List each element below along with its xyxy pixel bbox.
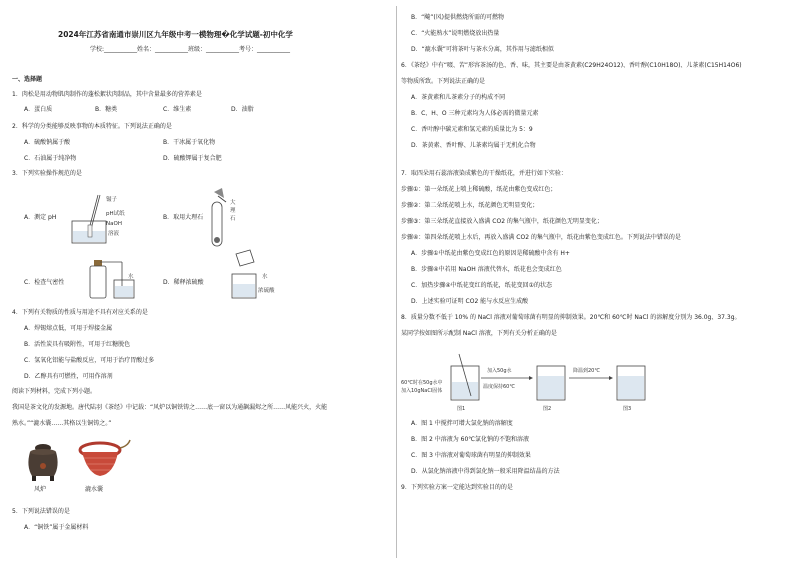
label-tweezers: 镊子 <box>106 197 118 203</box>
reading-text-1: 我国是茶文化的发源地。唐代陆羽《茶经》中记载：“风炉以铜铁铸之……底一窗以为通飙漏烬之所……风能兴火，火能 <box>12 404 328 411</box>
q7-step-4: 步骤④：第四朵纸花喷上水后，再放入盛满 CO2 的集气瓶中，纸花由紫色变成红色。下列说法中错误的是 <box>401 234 681 241</box>
wind-stove-image <box>22 438 64 482</box>
q3-option-a: A．测定 pH <box>24 214 57 221</box>
q8-option-b: B．图 2 中溶液为 60℃氯化钠的不饱和溶液 <box>411 436 530 443</box>
arrow-1-label-b: 温度保持60℃ <box>483 384 515 390</box>
q8-option-c: C．图 3 中溶液对葡萄球菌有明显的抑制效果 <box>411 452 531 459</box>
section-heading: 一、选择题 <box>12 76 43 83</box>
q7-step-3: 步骤③：第三朵纸花直接放入盛满 CO2 的集气瓶中，纸花颜色无明显变化； <box>401 218 603 225</box>
q1-option-a: A．蛋白质 <box>24 106 53 113</box>
fig-2-caption: 图2 <box>543 406 552 412</box>
q8-option-d: D．从氯化钠溶液中得到氯化钠一般采用降温结晶的方法 <box>411 468 560 475</box>
label-ph-paper: pH试纸 <box>106 211 125 217</box>
q5-stem: 5．下列说法错误的是 <box>12 508 70 515</box>
q1-option-d: D．油脂 <box>231 106 254 113</box>
marble-illustration <box>200 186 260 250</box>
q6-stem-1: 6．《茶经》中有“啜、苦”形容茶汤的色、香、味，其主要是由茶黄素(C29H24O12)、香叶醇(C10H18O)、儿茶素(C15H14O6) <box>401 62 742 69</box>
q2-option-c: C．石油属于纯净物 <box>24 155 77 162</box>
q6-option-d: D．茶黄素、香叶醇、儿茶素均属于无机化合物 <box>411 142 536 149</box>
label-water-d: 水 <box>262 274 268 280</box>
q4-stem: 4．下列有关物质的性质与用途不具有对应关系的是 <box>12 309 148 316</box>
q1-option-b: B．糖类 <box>95 106 118 113</box>
q7-step-2: 步骤②：第二朵纸花喷上水，纸花颜色无明显变化； <box>401 202 539 209</box>
q3-option-c: C．检查气密性 <box>24 279 65 286</box>
q7-option-b: B．步骤④中若用 NaOH 溶液代替水，纸花也会变成红色 <box>411 266 562 273</box>
q7-option-d: D．上述实验可证明 CO2 能与水反应生成酸 <box>411 298 529 305</box>
arrow-1-label-a: 加入50g水 <box>487 368 512 374</box>
ph-test-illustration <box>62 193 142 247</box>
q2-option-a: A．硫酸钠属于酸 <box>24 139 71 146</box>
q6-stem-2: 等物质所致。下列说法正确的是 <box>401 78 486 85</box>
q4-option-d: D．乙醇具有可燃性，可用作溶剂 <box>24 373 113 380</box>
q7-stem: 7．取四朵用石蕊溶液染成紫色的干燥纸花，并进行如下实验： <box>401 170 567 177</box>
label-li: 理 <box>230 208 236 214</box>
airtightness-illustration <box>78 254 148 302</box>
dilute-acid-illustration <box>226 248 286 302</box>
filter-bag-image <box>70 436 132 478</box>
q7-option-c: C．加热步骤④中纸花变红的纸花，纸花变回①的状态 <box>411 282 552 289</box>
q5-option-c: C．“火能熟水”说明燃烧放出热量 <box>411 30 500 37</box>
q2-option-d: D．硫酸钾属于复合肥 <box>163 155 222 162</box>
reading-intro: 阅读下列材料，完成下列小题。 <box>12 388 97 395</box>
q6-option-c: C．香叶醇中碳元素和氢元素的质量比为 5：9 <box>411 126 533 133</box>
q8-stem-1: 8．质量分数不低于 10% 的 NaCl 溶液对葡萄球菌有明显的抑制效果。20℃和 60℃时 NaCl 的溶解度分别为 36.0g、37.3g。 <box>401 314 741 321</box>
column-divider <box>396 6 397 558</box>
label-conc-acid: 浓硫酸 <box>258 288 275 294</box>
q5-option-d: D．“漉水囊”可将茶叶与茶水分离，其作用与滤纸相似 <box>411 46 554 53</box>
q8-option-a: A．图 1 中搅拌可增大氯化钠的溶解度 <box>411 420 513 427</box>
q2-stem: 2．科学的分类能够反映事物的本质特征。下列说法正确的是 <box>12 123 172 130</box>
q6-option-a: A．茶黄素和儿茶素分子的构成不同 <box>411 94 506 101</box>
q1-option-c: C．维生素 <box>163 106 192 113</box>
q9-stem: 9．下列实验方案一定能达到实验目的的是 <box>401 484 513 491</box>
filter-bag-caption: 漉水囊 <box>85 486 104 493</box>
fig1-label-a: 60℃时在50g水中 <box>401 380 443 386</box>
student-info-line: 学校:___________姓名：___________班级：___________考号：___________ <box>90 46 291 53</box>
q7-step-1: 步骤①：第一朵纸花上喷上稀硫酸，纸花由紫色变成红色； <box>401 186 557 193</box>
q4-option-a: A．焊锡熔点低，可用于焊接金属 <box>24 325 113 332</box>
page-title: 2024年江苏省南通市崇川区九年级中考一模物理�化学试题-初中化学 <box>58 30 293 39</box>
fig-3-caption: 图3 <box>623 406 632 412</box>
label-water-c: 水 <box>128 274 134 280</box>
reading-text-2: 熟水。”“漉水囊……其格以生铜铸之。” <box>12 420 112 427</box>
label-da: 大 <box>230 200 236 206</box>
q7-option-a: A．步骤①中纸花由紫色变成红色的原因是稀硫酸中含有 H+ <box>411 250 570 257</box>
wind-stove-caption: 风炉 <box>34 486 47 493</box>
label-shi: 石 <box>230 216 236 222</box>
q1-stem: 1．肉松是用动物肌肉制作的蓬松絮状肉制品，其中含量最多的营养素是 <box>12 91 202 98</box>
q6-option-b: B．C、H、O 三种元素均为人体必需的微量元素 <box>411 110 539 117</box>
fig-1-caption: 图1 <box>457 406 466 412</box>
fig1-label-b: 加入10gNaCl固体 <box>401 388 443 394</box>
q4-option-b: B．活性炭具有吸附性，可用于红糖脱色 <box>24 341 131 348</box>
nacl-dilution-figure <box>401 344 661 416</box>
q8-stem-2: 某同学按如图所示配制 NaCl 溶液，下列有关分析正确的是 <box>401 330 557 337</box>
q4-option-c: C．氢氧化铝能与盐酸反应，可用于治疗胃酸过多 <box>24 357 155 364</box>
q3-option-b: B．取用大理石 <box>163 214 204 221</box>
q3-stem: 3．下列实验操作规范的是 <box>12 170 82 177</box>
q5-option-a: A．“铜铁”属于金属材料 <box>24 524 89 531</box>
q5-option-b: B．“飚”(风)提供燃烧所需的可燃物 <box>411 14 505 21</box>
label-naoh: NaOH <box>106 221 122 227</box>
arrow-2-label: 降温到20℃ <box>573 368 600 374</box>
q2-option-b: B．干冰属于氧化物 <box>163 139 216 146</box>
q3-option-d: D．稀释浓硫酸 <box>163 279 204 286</box>
label-solution: 溶液 <box>108 231 120 237</box>
